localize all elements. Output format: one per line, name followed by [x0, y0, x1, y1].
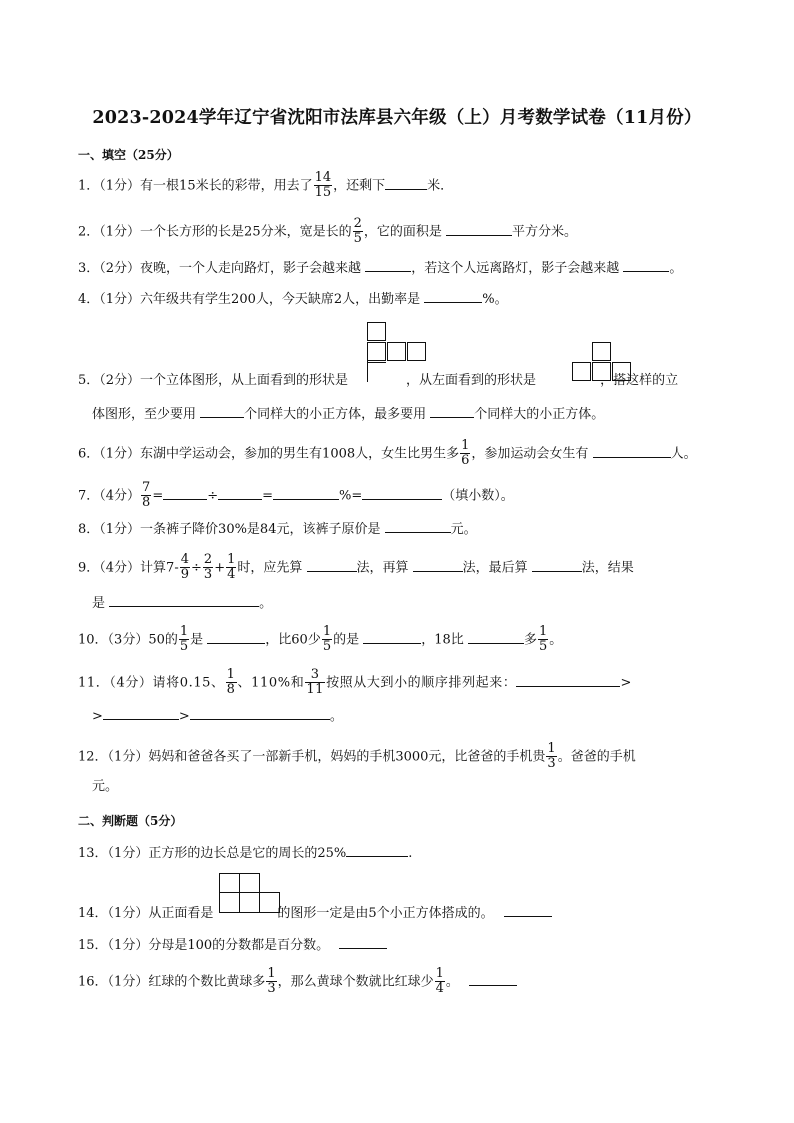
answer-blank[interactable]	[103, 707, 179, 720]
answer-blank[interactable]	[446, 223, 512, 236]
answer-blank[interactable]	[346, 844, 408, 857]
fraction: $\frac{14}{15}$	[314, 170, 332, 200]
answer-blank[interactable]	[365, 259, 411, 272]
question-16: 16．（1分）红球的个数比黄球多 $\frac{1}{3}$ ，那么黄球个数就比红球少 $\frac{1}{4}$ 。	[78, 968, 517, 996]
answer-blank[interactable]	[218, 487, 262, 500]
fraction: $\frac{1}{4}$	[435, 966, 444, 996]
question-5-line-2: 体图形，至少要用 个同样大的小正方体，最多要用 个同样大的小正方体。	[92, 407, 605, 422]
fraction: $\frac{1}{4}$	[227, 552, 236, 582]
page-title: 2023-2024学年辽宁省沈阳市法库县六年级（上）月考数学试卷（11月份）	[92, 108, 702, 128]
question-6: 6．（1分）东湖中学运动会，参加的男生有1008人，女生比男生多 $\frac{1}{6}$ ，参加运动会女生有 人。	[78, 438, 697, 468]
answer-blank[interactable]	[469, 973, 517, 986]
question-12: 12．（1分）妈妈和爸爸各买了一部新手机，妈妈的手机3000元，比爸爸的手机贵 $\frac{1}{3}$ 。爸爸的手机	[78, 741, 636, 771]
answer-blank[interactable]	[516, 674, 620, 687]
answer-blank[interactable]	[385, 520, 451, 533]
fraction: $\frac{3}{11}$	[306, 667, 325, 697]
answer-blank[interactable]	[163, 487, 207, 500]
answer-blank[interactable]	[532, 559, 582, 572]
section-judgment: 二、判断题（5分）	[78, 814, 183, 828]
answer-blank[interactable]	[200, 405, 244, 418]
question-8: 8．（1分）一条裤子降价30%是84元，该裤子原价是 元。	[78, 522, 477, 537]
question-1: 1．（1分）有一根15米长的彩带，用去了 $\frac{14}{15}$ ，还剩下 米．	[78, 170, 454, 200]
fraction: $\frac{1}{3}$	[267, 966, 276, 996]
fraction: $\frac{2}{5}$	[353, 216, 362, 246]
answer-blank[interactable]	[339, 936, 387, 949]
question-11-line-2: > > 。	[92, 709, 343, 724]
question-3: 3．（2分）夜晚，一个人走向路灯，影子会越来越 ，若这个人远离路灯，影子会越来越 。	[78, 261, 683, 276]
answer-blank[interactable]	[504, 904, 552, 917]
fraction: $\frac{1}{5}$	[179, 624, 189, 654]
answer-blank[interactable]	[363, 631, 421, 644]
answer-blank[interactable]	[385, 177, 427, 190]
answer-blank[interactable]	[362, 487, 442, 500]
answer-blank[interactable]	[430, 405, 474, 418]
fraction: $\frac{1}{8}$	[226, 667, 236, 697]
question-13: 13．（1分）正方形的边长总是它的周长的25% .	[78, 846, 413, 861]
question-9: 9．（4分）计算7- $\frac{4}{9}$ ÷ $\frac{2}{3}$ + $\frac{1}{4}$ 时，应先算 法，再算 法，最后算 法，结果	[78, 552, 634, 582]
answer-blank[interactable]	[307, 559, 357, 572]
fraction: $\frac{2}{3}$	[203, 552, 213, 582]
question-15: 15．（1分）分母是100的分数都是百分数。	[78, 936, 387, 952]
question-10: 10．（3分）50的 $\frac{1}{5}$ 是 ，比60少 $\frac{1}{5}$ 的是 ，18比 多 $\frac{1}{5}$ 。	[78, 624, 563, 654]
answer-blank[interactable]	[424, 290, 482, 303]
answer-blank[interactable]	[413, 559, 463, 572]
question-5: 5．（2分）一个立体图形，从上面看到的形状是 ，从左面看到的形状是 ，搭这样的立	[78, 373, 679, 388]
fraction: $\frac{7}{8}$	[142, 480, 151, 510]
fraction: $\frac{1}{6}$	[461, 438, 470, 468]
answer-blank[interactable]	[593, 445, 671, 458]
fraction: $\frac{4}{9}$	[180, 552, 189, 582]
answer-blank[interactable]	[190, 707, 330, 720]
question-14: 14．（1分）从正面看是 的图形一定是由5个小正方体搭成的。	[78, 904, 552, 920]
section-fill-in: 一、填空（25分）	[78, 148, 179, 162]
answer-blank[interactable]	[623, 259, 669, 272]
question-12-line-2: 元。	[92, 779, 119, 794]
answer-blank[interactable]	[468, 631, 524, 644]
answer-blank[interactable]	[109, 594, 259, 607]
question-4: 4．（1分）六年级共有学生200人，今天缺席2人，出勤率是 %。	[78, 292, 508, 307]
fraction: $\frac{1}{3}$	[547, 741, 556, 771]
answer-blank[interactable]	[207, 631, 265, 644]
answer-blank[interactable]	[273, 487, 339, 500]
fraction: $\frac{1}{5}$	[322, 624, 332, 654]
fraction: $\frac{1}{5}$	[538, 624, 548, 654]
question-7: 7．（4分） $\frac{7}{8}$ = ÷ = %= （填小数）。	[78, 480, 514, 510]
question-2: 2．（1分）一个长方形的长是25分米，宽是长的 $\frac{2}{5}$ ，它的面积是 平方分米。	[78, 216, 578, 246]
question-11: 11．（4分）请将0.15、 $\frac{1}{8}$ 、110%和 $\frac{3}{11}$ 按照从大到小的顺序排列起来： >	[78, 667, 632, 697]
question-9-line-2: 是 。	[92, 596, 273, 611]
